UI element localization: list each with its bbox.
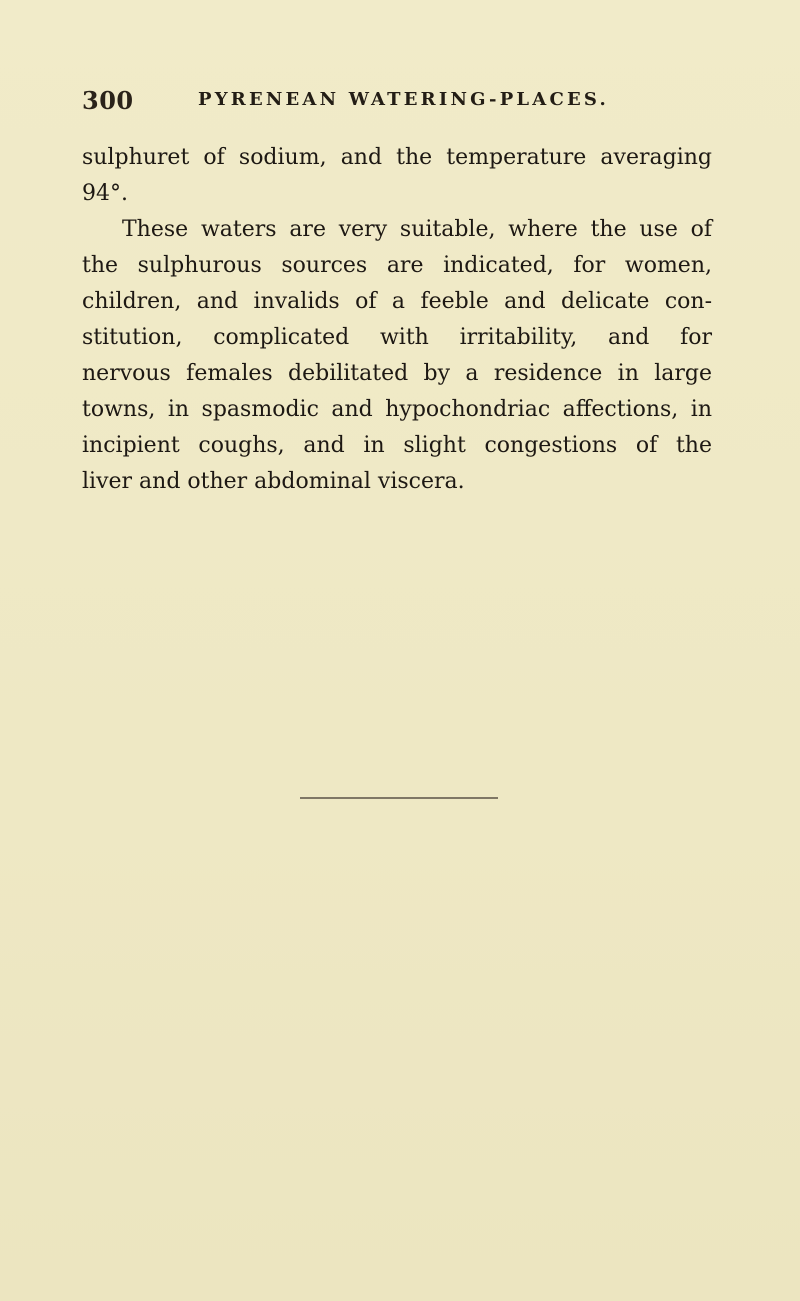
text-line: the sulphurous sources are indicated, for women, bbox=[82, 253, 712, 278]
text-line: nervous females debilitated by a residence in large bbox=[82, 361, 712, 386]
section-divider-rule bbox=[300, 797, 498, 799]
text-line: These waters are very suitable, where the use of bbox=[122, 217, 712, 242]
body-text bbox=[82, 140, 712, 500]
text-line: liver and other abdominal viscera. bbox=[82, 469, 465, 494]
page-header bbox=[82, 86, 722, 120]
text-line: 94°. bbox=[82, 181, 128, 206]
running-head: PYRENEAN WATERING-PLACES. bbox=[198, 89, 609, 110]
text-line: sulphuret of sodium, and the temperature averaging bbox=[82, 145, 712, 170]
text-line: incipient coughs, and in slight congestions of the bbox=[82, 433, 712, 458]
text-line: towns, in spasmodic and hypochondriac affections, in bbox=[82, 397, 712, 422]
text-line: children, and invalids of a feeble and delicate con- bbox=[82, 289, 712, 314]
page-number: 300 bbox=[82, 86, 134, 115]
text-line: stitution, complicated with irritability, and for bbox=[82, 325, 712, 350]
